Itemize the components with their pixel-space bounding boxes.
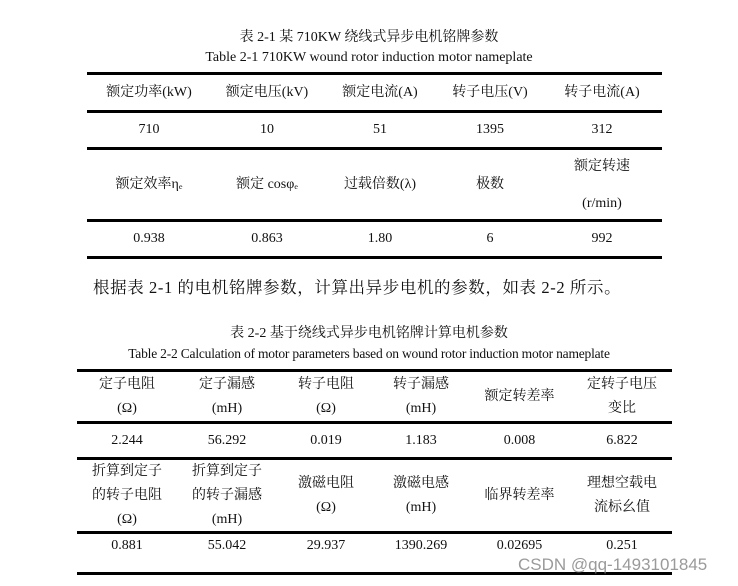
watermark: CSDN @qq-1493101845 (518, 555, 708, 574)
header-text: 定子电阻 (99, 376, 155, 392)
header-text: 定转子电压 (587, 376, 657, 392)
table2-header-cell (467, 460, 572, 531)
table1-cell: 992 (591, 231, 613, 246)
table2-header-cell (572, 372, 672, 421)
header-text: 额定效率ηₑ (115, 176, 183, 192)
table1-cell: 1.80 (367, 231, 393, 246)
table2-cell: 1.183 (405, 432, 437, 448)
body-paragraph: 根据表 2-1 的电机铭牌参数，计算出异步电机的参数，如表 2-2 所示。 (93, 278, 622, 297)
header-text: 额定转速 (574, 158, 630, 174)
table1-header-cell (546, 150, 658, 219)
header-text: 折算到定子 (92, 463, 162, 479)
header-text: 的转子电阻 (92, 487, 162, 503)
table2-cell: 0.881 (111, 538, 143, 553)
table2-cell: 0.251 (606, 538, 638, 553)
table2-header-cell (375, 372, 467, 421)
table1-cell: 312 (591, 122, 613, 137)
table2-cell: 0.02695 (496, 538, 543, 553)
header-text: 过载倍数(λ) (343, 176, 417, 192)
table2-header-cell (277, 460, 375, 531)
table2-header-cell (467, 372, 572, 421)
header-text: 激磁电感 (393, 475, 449, 491)
header-text: 转子电阻 (298, 376, 354, 392)
header-unit: (Ω) (117, 400, 137, 416)
table1-header-cell (434, 150, 546, 219)
table2-header-cell (375, 460, 467, 531)
table2-header-cell (177, 372, 277, 421)
table1-header-cell (208, 75, 326, 110)
table2-cell: 2.244 (111, 432, 143, 448)
header-text: 额定电压(kV) (225, 84, 309, 100)
header-text: 流标幺值 (594, 499, 650, 515)
header-unit: (Ω) (316, 400, 336, 416)
table1-cell: 6 (486, 231, 494, 246)
table2-cell: 55.042 (207, 538, 247, 553)
table1-cell: 710 (138, 122, 160, 137)
header-text: 变比 (608, 400, 636, 416)
header-text: 定子漏感 (199, 376, 255, 392)
header-text: 临界转差率 (484, 487, 555, 503)
table1-cell: 51 (373, 122, 387, 137)
table2-cell: 0.019 (310, 432, 342, 448)
table1-caption-zh: 表 2-1 某 710KW 绕线式异步电机铭牌参数 (239, 30, 499, 45)
table2-cell: 56.292 (207, 432, 247, 448)
header-unit: (r/min) (582, 195, 622, 211)
table2-cell: 0.008 (503, 432, 536, 448)
table1-cell: 0.863 (251, 231, 283, 246)
table2-header-cell (277, 372, 375, 421)
table2-caption-en: Table 2-2 Calculation of motor parameters based on wound rotor induction motor nameplate (128, 346, 610, 361)
table1-caption-en: Table 2-1 710KW wound rotor induction motor nameplate (205, 50, 533, 65)
header-unit: (Ω) (117, 511, 137, 527)
header-text: 的转子漏感 (192, 487, 262, 503)
header-unit: (mH) (405, 499, 437, 515)
table2-cell: 6.822 (606, 432, 638, 448)
table1-header-cell (434, 75, 546, 110)
table1-header-cell (326, 150, 434, 219)
header-unit: (mH) (405, 400, 437, 416)
header-text: 极数 (476, 176, 504, 192)
table2-caption-zh: 表 2-2 基于绕线式异步电机铭牌计算电机参数 (230, 326, 508, 341)
table2-cell: 29.937 (306, 538, 346, 553)
header-text: 转子电流(A) (564, 84, 640, 100)
header-text: 转子漏感 (393, 376, 449, 392)
header-text: 额定 cosφₑ (236, 176, 298, 192)
table2-header-cell (177, 460, 277, 531)
table1-bottom-rule (87, 256, 662, 259)
table1-cell: 1395 (476, 122, 504, 137)
table2-header-cell (77, 460, 177, 531)
header-text: 理想空载电 (587, 475, 657, 491)
table1-cell: 10 (260, 122, 274, 137)
header-text: 额定功率(kW) (106, 84, 192, 100)
header-text: 折算到定子 (192, 463, 262, 479)
table2-header-cell (572, 460, 672, 531)
header-unit: (Ω) (316, 499, 336, 515)
table1-header-cell (90, 150, 208, 219)
table1-header-cell (90, 75, 208, 110)
header-text: 激磁电阻 (298, 475, 354, 491)
table1-header-cell (208, 150, 326, 219)
table1-header-cell (326, 75, 434, 110)
table1-header-cell (546, 75, 658, 110)
header-unit: (mH) (211, 400, 243, 416)
header-text: 转子电压(V) (452, 84, 528, 100)
header-unit: (mH) (211, 511, 243, 527)
table2-cell: 1390.269 (394, 538, 448, 553)
header-text: 额定电流(A) (342, 84, 418, 100)
table2-header-cell (77, 372, 177, 421)
table1-cell: 0.938 (133, 231, 165, 246)
header-text: 额定转差率 (484, 388, 555, 404)
